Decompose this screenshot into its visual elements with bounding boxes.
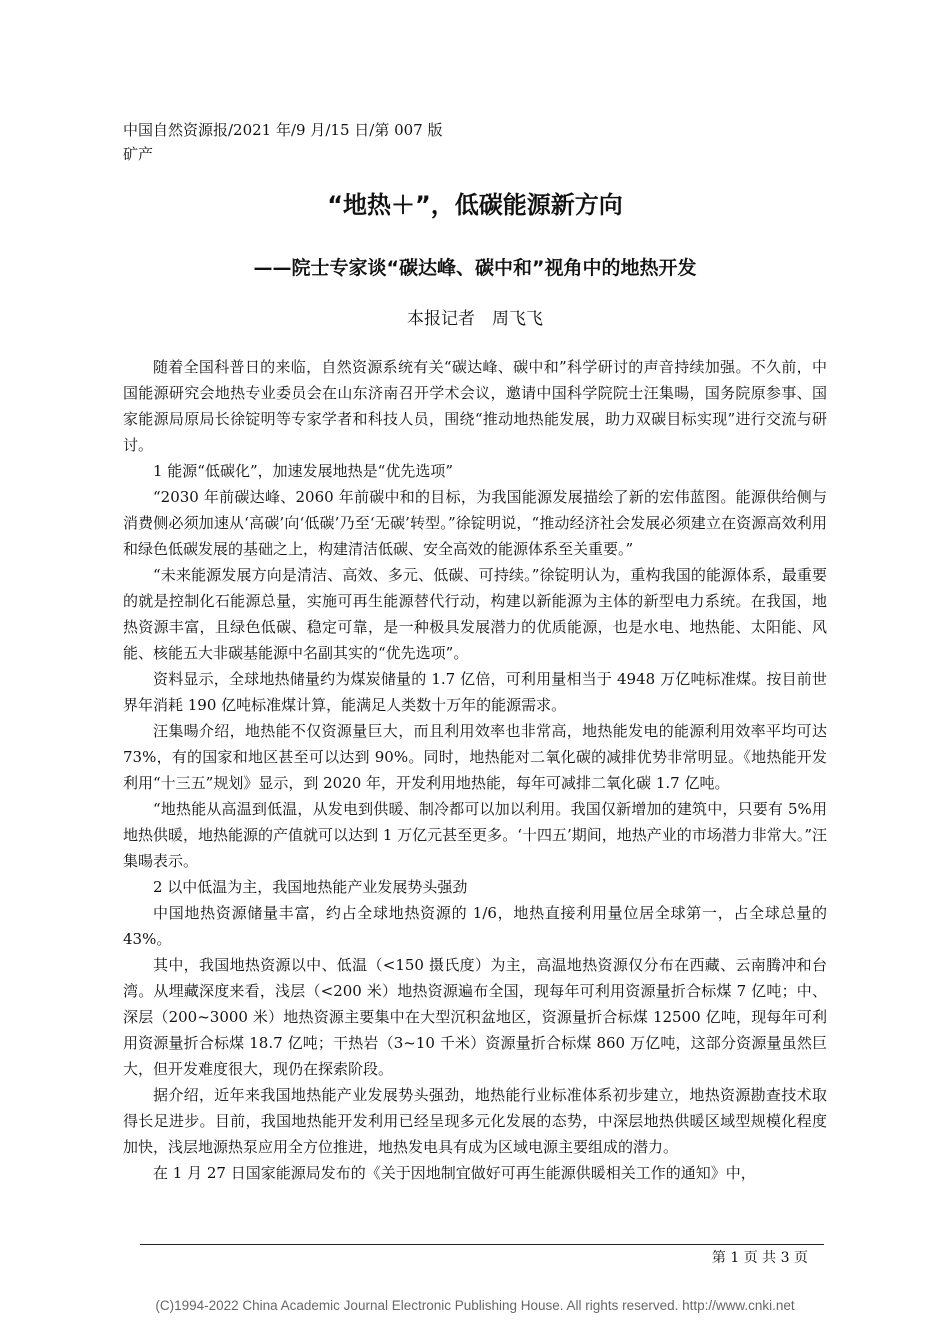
footer-divider — [140, 1244, 824, 1245]
publication-line: 中国自然资源报/2021 年/9 月/15 日/第 007 版 — [123, 121, 443, 139]
article-author: 本报记者 周飞飞 — [407, 309, 543, 329]
article-title: “地热＋”，低碳能源新方向 — [327, 191, 623, 219]
copyright-notice: (C)1994-2022 China Academic Journal Electronic Publishing House. All rights reserved. http://www.cnki.net — [155, 1298, 795, 1313]
paragraph: “未来能源发展方向是清洁、高效、多元、低碳、可持续。”徐锭明认为，重构我国的能源体系，最重要的就是控制化石能源总量，实施可再生能源替代行动，构建以新能源为主体的新型电力系统。在我国，地热资源丰富，且绿色低碳、稳定可靠，是一种极具发展潜力的优质能源，也是水电、地热能、太阳能、风能、核能五大非碳基能源中名副其实的“优先选项”。 — [123, 566, 827, 662]
article-body — [123, 354, 827, 1186]
paragraph: 在 1 月 27 日国家能源局发布的《关于因地制宜做好可再生能源供暖相关工作的通知》中， — [153, 1164, 756, 1182]
article-source — [123, 118, 443, 166]
page-number: 第 1 页 共 3 页 — [711, 1250, 808, 1266]
paragraph: “地热能从高温到低温，从发电到供暖、制冷都可以加以利用。我国仅新增加的建筑中，只要有 5%用地热供暖，地热能源的产值就可以达到 1 万亿元甚至更多。‘十四五’期间，地热产业的市场潜力非常大。”汪集暘表示。 — [123, 800, 827, 870]
section-heading-1: 1 能源“低碳化”，加速发展地热是“优先选项” — [153, 462, 453, 480]
paragraph: “2030 年前碳达峰、2060 年前碳中和的目标，为我国能源发展描绘了新的宏伟蓝图。能源供给侧与消费侧必须加速从‘高碳’向‘低碳’乃至‘无碳’转型。”徐锭明说，“推动经济社会发展必须建立在资源高效利用和绿色低碳发展的基础之上，构建清洁低碳、安全高效的能源体系至关重要。” — [123, 488, 827, 558]
section-label: 矿产 — [123, 145, 154, 163]
section-heading-2: 2 以中低温为主，我国地热能产业发展势头强劲 — [153, 878, 468, 896]
paragraph: 其中，我国地热资源以中、低温（<150 摄氏度）为主，高温地热资源仅分布在西藏、云南腾冲和台湾。从埋藏深度来看，浅层（<200 米）地热资源遍布全国，现每年可利用资源量折合标煤 7 亿吨；中、深层（200~3000 米）地热资源主要集中在大型沉积盆地区，资源量折合标煤 12500 亿吨，现每年可利用资源量折合标煤 18.7 亿吨；干热岩（3~10 千米）资源量折合标煤 860 万亿吨，这部分资源量虽然巨大，但开发难度很大，现仍在探索阶段。 — [123, 956, 827, 1078]
paragraph: 随着全国科普日的来临，自然资源系统有关“碳达峰、碳中和”科学研讨的声音持续加强。不久前，中国能源研究会地热专业委员会在山东济南召开学术会议，邀请中国科学院院士汪集暘，国务院原参事、国家能源局原局长徐锭明等专家学者和科技人员，围绕“推动地热能发展，助力双碳目标实现”进行交流与研讨。 — [123, 358, 827, 454]
paragraph: 资料显示，全球地热储量约为煤炭储量的 1.7 亿倍，可利用量相当于 4948 万亿吨标准煤。按目前世界年消耗 190 亿吨标准煤计算，能满足人类数十万年的能源需求。 — [123, 670, 827, 714]
paragraph: 汪集暘介绍，地热能不仅资源量巨大，而且利用效率也非常高，地热能发电的能源利用效率平均可达 73%，有的国家和地区甚至可以达到 90%。同时，地热能对二氧化碳的减排优势非常明显。《地热能开发利用“十三五”规划》显示，到 2020 年，开发利用地热能，每年可减排二氧化碳 1.7 亿吨。 — [123, 722, 827, 792]
paragraph: 中国地热资源储量丰富，约占全球地热资源的 1/6，地热直接利用量位居全球第一，占全球总量的 43%。 — [123, 904, 827, 948]
paragraph: 据介绍，近年来我国地热能产业发展势头强劲，地热能行业标准体系初步建立，地热资源勘查技术取得长足进步。目前，我国地热能开发利用已经呈现多元化发展的态势，中深层地热供暖区域型规模化程度加快，浅层地源热泵应用全方位推进，地热发电具有成为区域电源主要组成的潜力。 — [123, 1086, 827, 1156]
article-subtitle: ——院士专家谈“碳达峰、碳中和”视角中的地热开发 — [253, 257, 697, 279]
